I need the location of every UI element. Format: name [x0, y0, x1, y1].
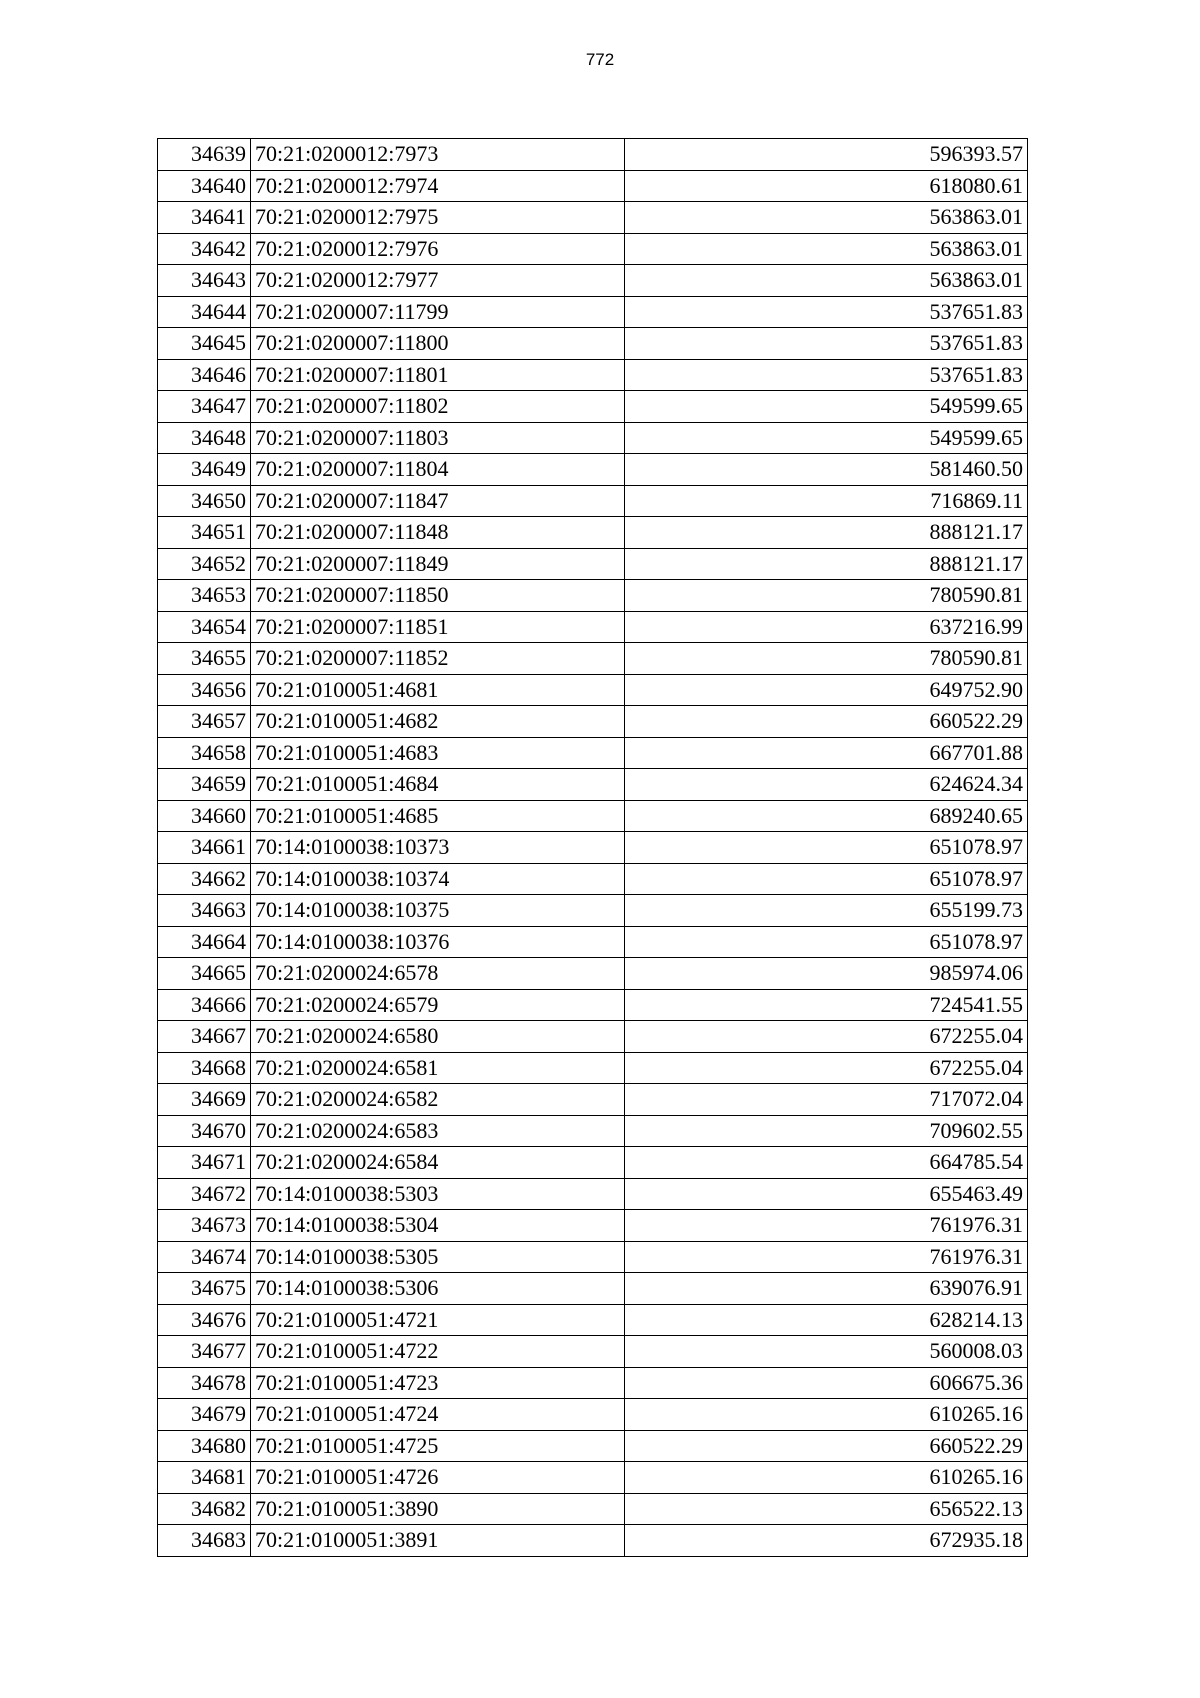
row-number-cell: 34654 [158, 611, 251, 643]
cadastral-number-cell: 70:14:0100038:10373 [251, 832, 625, 864]
table-row [158, 800, 1028, 832]
cadastral-value-cell: 651078.97 [625, 926, 1028, 958]
table-row [158, 863, 1028, 895]
cadastral-number-cell: 70:14:0100038:10374 [251, 863, 625, 895]
cadastral-number-cell: 70:21:0200012:7976 [251, 233, 625, 265]
cadastral-value-cell: 624624.34 [625, 769, 1028, 801]
table-row [158, 895, 1028, 927]
table-row [158, 611, 1028, 643]
cadastral-number-cell: 70:21:0200012:7973 [251, 139, 625, 171]
table-row [158, 1367, 1028, 1399]
row-number-cell: 34678 [158, 1367, 251, 1399]
cadastral-value-cell: 672935.18 [625, 1525, 1028, 1557]
cadastral-number-cell: 70:21:0100051:4723 [251, 1367, 625, 1399]
cadastral-value-cell: 888121.17 [625, 548, 1028, 580]
cadastral-value-cell: 606675.36 [625, 1367, 1028, 1399]
cadastral-number-cell: 70:21:0100051:4685 [251, 800, 625, 832]
table-row [158, 202, 1028, 234]
table-row [158, 517, 1028, 549]
row-number-cell: 34682 [158, 1493, 251, 1525]
table-row [158, 359, 1028, 391]
cadastral-number-cell: 70:21:0200007:11852 [251, 643, 625, 675]
table-body [158, 139, 1028, 1557]
row-number-cell: 34642 [158, 233, 251, 265]
cadastral-number-cell: 70:14:0100038:5305 [251, 1241, 625, 1273]
row-number-cell: 34666 [158, 989, 251, 1021]
row-number-cell: 34676 [158, 1304, 251, 1336]
row-number-cell: 34653 [158, 580, 251, 612]
row-number-cell: 34673 [158, 1210, 251, 1242]
cadastral-number-cell: 70:21:0200012:7977 [251, 265, 625, 297]
table-row [158, 1462, 1028, 1494]
cadastral-value-cell: 563863.01 [625, 233, 1028, 265]
row-number-cell: 34672 [158, 1178, 251, 1210]
cadastral-number-cell: 70:21:0200007:11848 [251, 517, 625, 549]
table-row [158, 170, 1028, 202]
cadastral-value-cell: 549599.65 [625, 391, 1028, 423]
table-row [158, 926, 1028, 958]
cadastral-number-cell: 70:14:0100038:10375 [251, 895, 625, 927]
row-number-cell: 34641 [158, 202, 251, 234]
cadastral-number-cell: 70:21:0100051:4684 [251, 769, 625, 801]
cadastral-value-cell: 628214.13 [625, 1304, 1028, 1336]
row-number-cell: 34679 [158, 1399, 251, 1431]
cadastral-number-cell: 70:21:0200012:7975 [251, 202, 625, 234]
row-number-cell: 34671 [158, 1147, 251, 1179]
table-row [158, 989, 1028, 1021]
cadastral-value-table [157, 138, 1028, 1557]
cadastral-number-cell: 70:21:0200024:6584 [251, 1147, 625, 1179]
cadastral-value-cell: 780590.81 [625, 643, 1028, 675]
cadastral-value-cell: 560008.03 [625, 1336, 1028, 1368]
row-number-cell: 34643 [158, 265, 251, 297]
cadastral-value-cell: 716869.11 [625, 485, 1028, 517]
cadastral-value-cell: 660522.29 [625, 706, 1028, 738]
cadastral-number-cell: 70:21:0200007:11803 [251, 422, 625, 454]
cadastral-number-cell: 70:21:0100051:4721 [251, 1304, 625, 1336]
cadastral-number-cell: 70:21:0200007:11849 [251, 548, 625, 580]
table-row [158, 1336, 1028, 1368]
row-number-cell: 34660 [158, 800, 251, 832]
cadastral-value-cell: 761976.31 [625, 1210, 1028, 1242]
cadastral-number-cell: 70:21:0200007:11850 [251, 580, 625, 612]
cadastral-number-cell: 70:21:0200007:11800 [251, 328, 625, 360]
row-number-cell: 34668 [158, 1052, 251, 1084]
cadastral-number-cell: 70:14:0100038:5303 [251, 1178, 625, 1210]
table-row [158, 1493, 1028, 1525]
cadastral-value-cell: 724541.55 [625, 989, 1028, 1021]
table-row [158, 454, 1028, 486]
cadastral-number-cell: 70:21:0200024:6580 [251, 1021, 625, 1053]
row-number-cell: 34661 [158, 832, 251, 864]
cadastral-value-cell: 581460.50 [625, 454, 1028, 486]
row-number-cell: 34657 [158, 706, 251, 738]
row-number-cell: 34659 [158, 769, 251, 801]
row-number-cell: 34644 [158, 296, 251, 328]
cadastral-value-cell: 637216.99 [625, 611, 1028, 643]
cadastral-value-cell: 610265.16 [625, 1399, 1028, 1431]
cadastral-value-cell: 563863.01 [625, 265, 1028, 297]
row-number-cell: 34656 [158, 674, 251, 706]
cadastral-value-cell: 655463.49 [625, 1178, 1028, 1210]
cadastral-number-cell: 70:21:0100051:4682 [251, 706, 625, 738]
table-row [158, 1115, 1028, 1147]
table-row [158, 1052, 1028, 1084]
row-number-cell: 34667 [158, 1021, 251, 1053]
table-row [158, 1178, 1028, 1210]
cadastral-number-cell: 70:21:0100051:4722 [251, 1336, 625, 1368]
table-row [158, 706, 1028, 738]
table-row [158, 1147, 1028, 1179]
cadastral-value-cell: 717072.04 [625, 1084, 1028, 1116]
cadastral-value-cell: 761976.31 [625, 1241, 1028, 1273]
cadastral-value-cell: 537651.83 [625, 328, 1028, 360]
row-number-cell: 34669 [158, 1084, 251, 1116]
cadastral-value-cell: 649752.90 [625, 674, 1028, 706]
row-number-cell: 34664 [158, 926, 251, 958]
table-row [158, 1273, 1028, 1305]
row-number-cell: 34647 [158, 391, 251, 423]
row-number-cell: 34674 [158, 1241, 251, 1273]
row-number-cell: 34645 [158, 328, 251, 360]
cadastral-number-cell: 70:21:0200024:6578 [251, 958, 625, 990]
row-number-cell: 34640 [158, 170, 251, 202]
cadastral-number-cell: 70:21:0200007:11802 [251, 391, 625, 423]
cadastral-value-cell: 655199.73 [625, 895, 1028, 927]
cadastral-number-cell: 70:21:0200007:11804 [251, 454, 625, 486]
table-row [158, 422, 1028, 454]
row-number-cell: 34665 [158, 958, 251, 990]
cadastral-number-cell: 70:21:0100051:3890 [251, 1493, 625, 1525]
row-number-cell: 34681 [158, 1462, 251, 1494]
row-number-cell: 34650 [158, 485, 251, 517]
cadastral-number-cell: 70:21:0100051:3891 [251, 1525, 625, 1557]
row-number-cell: 34683 [158, 1525, 251, 1557]
row-number-cell: 34651 [158, 517, 251, 549]
cadastral-number-cell: 70:21:0200007:11847 [251, 485, 625, 517]
table-row [158, 139, 1028, 171]
row-number-cell: 34648 [158, 422, 251, 454]
row-number-cell: 34670 [158, 1115, 251, 1147]
cadastral-value-cell: 664785.54 [625, 1147, 1028, 1179]
table-row [158, 1084, 1028, 1116]
cadastral-value-cell: 651078.97 [625, 863, 1028, 895]
cadastral-value-cell: 709602.55 [625, 1115, 1028, 1147]
table-row [158, 674, 1028, 706]
cadastral-value-cell: 618080.61 [625, 170, 1028, 202]
cadastral-value-cell: 672255.04 [625, 1021, 1028, 1053]
table-row [158, 580, 1028, 612]
cadastral-number-cell: 70:21:0200024:6583 [251, 1115, 625, 1147]
table-row [158, 1430, 1028, 1462]
row-number-cell: 34662 [158, 863, 251, 895]
cadastral-value-cell: 549599.65 [625, 422, 1028, 454]
table-row [158, 233, 1028, 265]
cadastral-number-cell: 70:14:0100038:5304 [251, 1210, 625, 1242]
table-row [158, 391, 1028, 423]
row-number-cell: 34655 [158, 643, 251, 675]
cadastral-number-cell: 70:21:0200024:6582 [251, 1084, 625, 1116]
cadastral-value-cell: 537651.83 [625, 296, 1028, 328]
cadastral-value-cell: 888121.17 [625, 517, 1028, 549]
cadastral-value-cell: 672255.04 [625, 1052, 1028, 1084]
table-row [158, 1304, 1028, 1336]
row-number-cell: 34658 [158, 737, 251, 769]
cadastral-value-cell: 780590.81 [625, 580, 1028, 612]
table-row [158, 1021, 1028, 1053]
cadastral-value-cell: 656522.13 [625, 1493, 1028, 1525]
row-number-cell: 34646 [158, 359, 251, 391]
table-row [158, 296, 1028, 328]
table-row [158, 328, 1028, 360]
cadastral-number-cell: 70:21:0200007:11801 [251, 359, 625, 391]
cadastral-number-cell: 70:21:0200024:6579 [251, 989, 625, 1021]
cadastral-value-cell: 651078.97 [625, 832, 1028, 864]
table-row [158, 265, 1028, 297]
table-row [158, 737, 1028, 769]
cadastral-value-cell: 985974.06 [625, 958, 1028, 990]
table-row [158, 958, 1028, 990]
cadastral-value-cell: 563863.01 [625, 202, 1028, 234]
cadastral-value-cell: 667701.88 [625, 737, 1028, 769]
table-row [158, 1210, 1028, 1242]
cadastral-number-cell: 70:21:0100051:4724 [251, 1399, 625, 1431]
row-number-cell: 34675 [158, 1273, 251, 1305]
table-row [158, 1241, 1028, 1273]
table-row [158, 1399, 1028, 1431]
table-row [158, 769, 1028, 801]
table-row [158, 832, 1028, 864]
table-row [158, 1525, 1028, 1557]
cadastral-number-cell: 70:21:0100051:4683 [251, 737, 625, 769]
cadastral-value-cell: 596393.57 [625, 139, 1028, 171]
table-row [158, 643, 1028, 675]
cadastral-number-cell: 70:14:0100038:10376 [251, 926, 625, 958]
cadastral-number-cell: 70:14:0100038:5306 [251, 1273, 625, 1305]
cadastral-value-cell: 660522.29 [625, 1430, 1028, 1462]
row-number-cell: 34663 [158, 895, 251, 927]
cadastral-number-cell: 70:21:0200007:11799 [251, 296, 625, 328]
cadastral-value-cell: 639076.91 [625, 1273, 1028, 1305]
cadastral-number-cell: 70:21:0100051:4681 [251, 674, 625, 706]
table-row [158, 548, 1028, 580]
page-number: 772 [585, 50, 615, 69]
cadastral-number-cell: 70:21:0100051:4726 [251, 1462, 625, 1494]
row-number-cell: 34639 [158, 139, 251, 171]
cadastral-number-cell: 70:21:0200024:6581 [251, 1052, 625, 1084]
row-number-cell: 34677 [158, 1336, 251, 1368]
cadastral-value-cell: 537651.83 [625, 359, 1028, 391]
cadastral-number-cell: 70:21:0100051:4725 [251, 1430, 625, 1462]
cadastral-value-cell: 689240.65 [625, 800, 1028, 832]
row-number-cell: 34680 [158, 1430, 251, 1462]
row-number-cell: 34649 [158, 454, 251, 486]
table-row [158, 485, 1028, 517]
cadastral-number-cell: 70:21:0200007:11851 [251, 611, 625, 643]
cadastral-value-cell: 610265.16 [625, 1462, 1028, 1494]
cadastral-number-cell: 70:21:0200012:7974 [251, 170, 625, 202]
row-number-cell: 34652 [158, 548, 251, 580]
